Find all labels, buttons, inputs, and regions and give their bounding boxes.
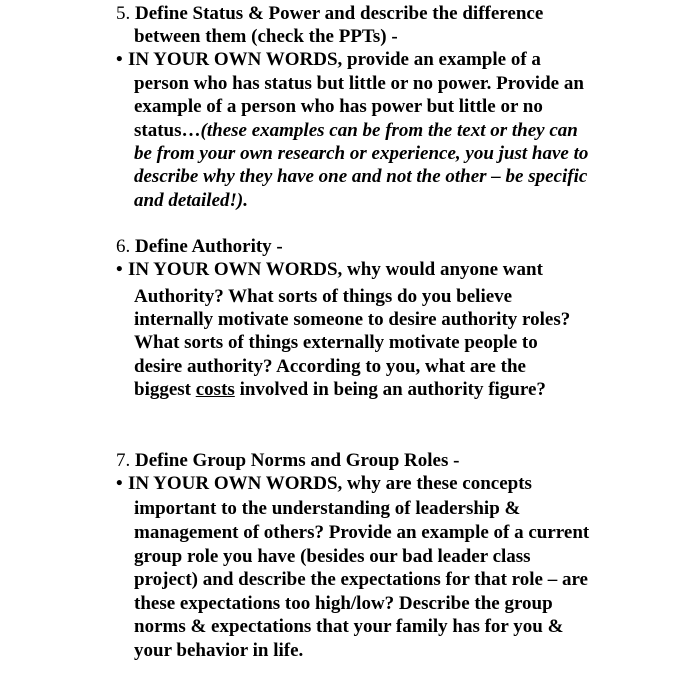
question-6-line-6c: involved in being an authority figure? xyxy=(234,379,546,400)
question-5-bullet: • xyxy=(116,49,123,70)
question-5-line-4 xyxy=(134,119,578,142)
question-5-line-5: be from your own research or experience, you just have to xyxy=(134,143,589,164)
question-5-title xyxy=(116,2,543,25)
question-7-line-2: important to the understanding of leadership & xyxy=(134,498,521,519)
question-5-line-4b: (these examples can be from the text or they can xyxy=(200,120,578,141)
question-5-line-3: example of a person who has power but little or no xyxy=(134,96,543,117)
question-7-line-5: project) and describe the expectations for that role – are xyxy=(134,569,588,590)
question-7-title xyxy=(116,449,459,472)
question-5-heading: Define Status & Power and describe the difference xyxy=(135,3,544,24)
question-7-line-8: your behavior in life. xyxy=(134,640,304,661)
question-5-number: 5. xyxy=(116,3,131,24)
question-5-line-6: describe why they have one and not the other – be specific xyxy=(134,166,588,187)
question-5-heading-cont: between them (check the PPTs) - xyxy=(134,26,398,47)
question-7-line-1: IN YOUR OWN WORDS, why are these concepts xyxy=(128,473,532,494)
question-6-title xyxy=(116,235,283,258)
question-6-bullet: • xyxy=(116,259,123,280)
question-7-line-4: group role you have (besides our bad leader class xyxy=(134,546,531,567)
question-5-line-1: IN YOUR OWN WORDS, provide an example of a xyxy=(128,49,541,70)
question-6-line-1: IN YOUR OWN WORDS, why would anyone want xyxy=(128,259,543,280)
question-6-line-4: What sorts of things externally motivate people to xyxy=(134,332,538,353)
question-7-bullet: • xyxy=(116,473,123,494)
question-6-line-2: Authority? What sorts of things do you believe xyxy=(134,286,513,307)
question-5-line-2: person who has status but little or no power. Provide an xyxy=(134,73,584,94)
question-7-heading: Define Group Norms and Group Roles - xyxy=(135,450,460,471)
question-7-number: 7. xyxy=(116,450,131,471)
question-6-line-5: desire authority? According to you, what are the xyxy=(134,356,526,377)
question-7-line-7: norms & expectations that your family has for you & xyxy=(134,616,564,637)
question-7-line-6: these expectations too high/low? Describe the group xyxy=(134,593,553,614)
question-6-number: 6. xyxy=(116,236,131,257)
question-5-line-4a: status… xyxy=(134,120,201,141)
question-5-line-7: and detailed!). xyxy=(134,190,248,211)
question-7-line-3: management of others? Provide an example of a current xyxy=(134,522,590,543)
question-6-line-3: internally motivate someone to desire authority roles? xyxy=(134,309,571,330)
question-6-line-6 xyxy=(134,378,546,401)
question-6-heading: Define Authority - xyxy=(135,236,283,257)
question-6-line-6b: costs xyxy=(195,379,235,400)
question-6-line-6a: biggest xyxy=(134,379,196,400)
